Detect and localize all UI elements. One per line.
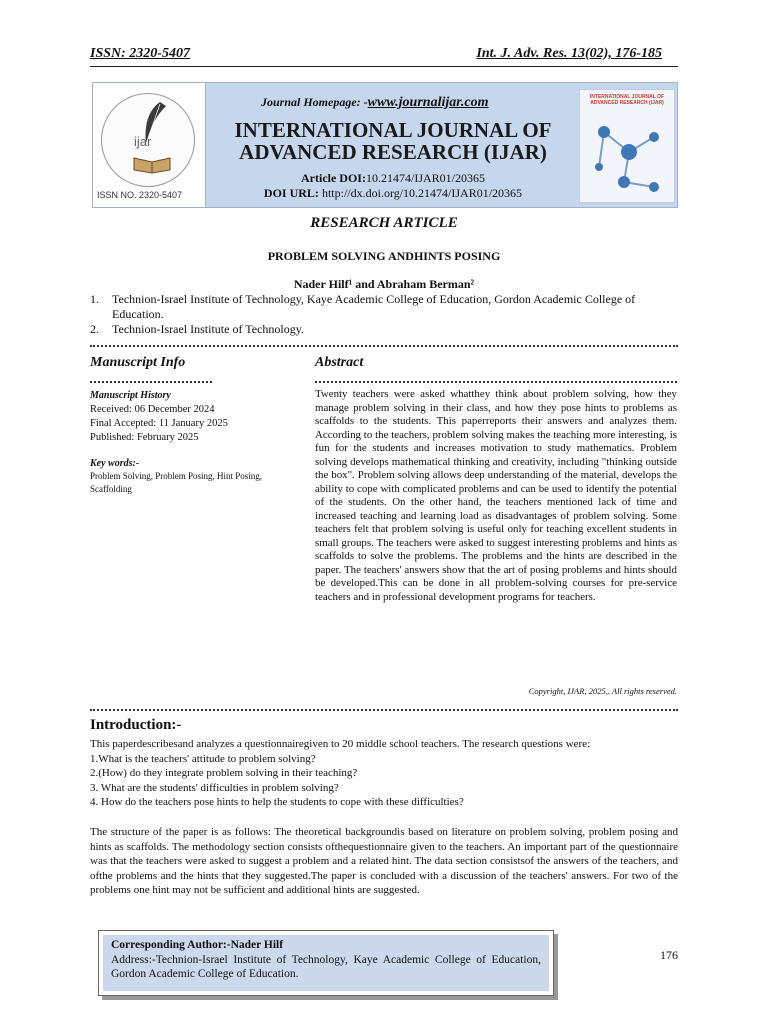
molecule-icon bbox=[584, 112, 670, 198]
header-issn: ISSN: 2320-5407 bbox=[90, 46, 190, 61]
intro-line: 2.(How) do they integrate problem solving in their teaching? bbox=[90, 767, 358, 779]
copyright: Copyright, IJAR, 2025,. All rights reserved. bbox=[528, 686, 677, 696]
affiliation-number: 2. bbox=[90, 322, 99, 336]
affiliation-text: Technion-Israel Institute of Technology. bbox=[112, 322, 304, 336]
journal-cover bbox=[579, 89, 675, 203]
intro-line: 1.What is the teachers' attitude to problem solving? bbox=[90, 752, 316, 765]
logo-text: ijar bbox=[134, 134, 152, 149]
affiliation-number: 1. bbox=[90, 292, 99, 306]
structure-paragraph: The structure of the paper is as follows: The theoretical backgroundis based on literature on problem solving, problem posing and hints as scaffolds. The methodology section consists ofthequestionnaire given to the teachers. An important part of the questionnaire was that the teachers were asked to suggest a problem and a related hint. The data section consistsof the answers of the teachers, and ofthe problems and the hints that they suggested.The paper is concluded with a discussion of the teachers' answers. For two of the problems one hint may not be sufficient and additional hints are suggested. bbox=[90, 826, 678, 896]
paper-title: PROBLEM SOLVING ANDHINTS POSING bbox=[267, 249, 501, 263]
corresponding-author-inner bbox=[103, 935, 549, 991]
doi-block bbox=[213, 171, 573, 201]
intro-line: This paperdescribesand analyzes a questionnairegiven to 20 middle school teachers. The research questions were: bbox=[90, 738, 591, 750]
authors: Nader Hilf¹ and Abraham Berman² bbox=[293, 277, 475, 291]
header-rule bbox=[90, 66, 678, 67]
header-citation: Int. J. Adv. Res. 13(02), 176-185 bbox=[476, 46, 662, 61]
article-type: RESEARCH ARTICLE bbox=[310, 215, 458, 231]
corresponding-author-address: Address:-Technion-Israel Institute of Technology, Kaye Academic College of Education, Gordon Academic College of Education. bbox=[111, 953, 541, 980]
affiliation-item bbox=[90, 292, 678, 322]
affiliations bbox=[90, 292, 678, 337]
journal-logo bbox=[93, 83, 206, 207]
logo-circle bbox=[101, 93, 195, 187]
dotted-divider bbox=[90, 709, 678, 711]
doi-url-label: DOI URL: bbox=[263, 186, 319, 200]
homepage-label: Journal Homepage: - bbox=[261, 95, 368, 109]
published-date: Published: February 2025 bbox=[90, 432, 199, 443]
manuscript-history-label: Manuscript History bbox=[90, 390, 171, 401]
intro-line: 3. What are the students' difficulties in problem solving? bbox=[90, 781, 339, 794]
affiliation-item bbox=[90, 322, 678, 337]
dotted-divider bbox=[90, 381, 212, 383]
received-date: Received: 06 December 2024 bbox=[90, 404, 215, 415]
affiliation-text: Technion-Israel Institute of Technology, Kaye Academic College of Education, Gordon Academic College of Education. bbox=[112, 292, 636, 321]
journal-banner bbox=[92, 82, 678, 208]
page-number: 176 bbox=[660, 948, 678, 962]
corresponding-author-box bbox=[98, 930, 554, 996]
doi-url-link[interactable]: http://dx.doi.org/10.21474/IJAR01/20365 bbox=[321, 186, 523, 200]
dotted-divider bbox=[90, 345, 678, 347]
introduction-heading: Introduction:- bbox=[90, 717, 182, 733]
corresponding-author-label: Corresponding Author:-Nader Hilf bbox=[111, 939, 284, 951]
intro-line: 4. How do the teachers pose hints to help the students to cope with these difficulties? bbox=[90, 796, 464, 808]
cover-title: INTERNATIONAL JOURNAL OF ADVANCED RESEARCH (IJAR) bbox=[589, 94, 665, 106]
book-icon bbox=[132, 152, 172, 174]
journal-homepage bbox=[261, 95, 489, 111]
doi-label: Article DOI: bbox=[301, 171, 366, 185]
doi-value: 10.21474/IJAR01/20365 bbox=[365, 171, 485, 185]
homepage-link[interactable]: www.journalijar.com bbox=[367, 95, 489, 110]
keywords: Problem Solving, Problem Posing, Hint Posing, Scaffolding bbox=[90, 471, 263, 494]
keywords-label: Key words:- bbox=[90, 458, 140, 469]
introduction-body bbox=[90, 737, 678, 810]
journal-title: INTERNATIONAL JOURNAL OF ADVANCED RESEARCH (IJAR) bbox=[234, 118, 552, 164]
manuscript-info-heading: Manuscript Info bbox=[90, 355, 186, 370]
dotted-divider bbox=[315, 381, 677, 383]
manuscript-history bbox=[90, 403, 228, 445]
abstract-text: Twenty teachers were asked whatthey think about problem solving, how they manage problem solving in their class, and how they pose hints to problems as scaffolds to the students. This paperreports their answers and analyzes them. According to the teachers, problem solving makes the teaching more interesting, is fun for the students and increases motivation to study mathematics. Problem solving develops mathematical thinking and creativity, including "thinking outside the box". Problem solving allows deep understanding of the material, develops the ability to cope with complicated problems and can be used to identify the potential of the students. On the other hand, the teachers mentioned lack of time and increased teaching and learning load as disadvantages of problem solving. Some teachers felt that problem solving is useful only for teaching excellent students in small groups. The teachers were asked to suggest interesting problems and hints as scaffolds to solve the problems. The problems and the hints are described in the paper. The teachers' answers show that the art of posing problems and hints should be developed.This can be done in all problem-solving courses for pre-service teachers and in professional development programs for teachers. bbox=[315, 388, 677, 603]
abstract-heading: Abstract bbox=[315, 355, 364, 370]
accepted-date: Final Accepted: 11 January 2025 bbox=[90, 418, 228, 429]
logo-issn: ISSN NO. 2320-5407 bbox=[97, 190, 183, 200]
